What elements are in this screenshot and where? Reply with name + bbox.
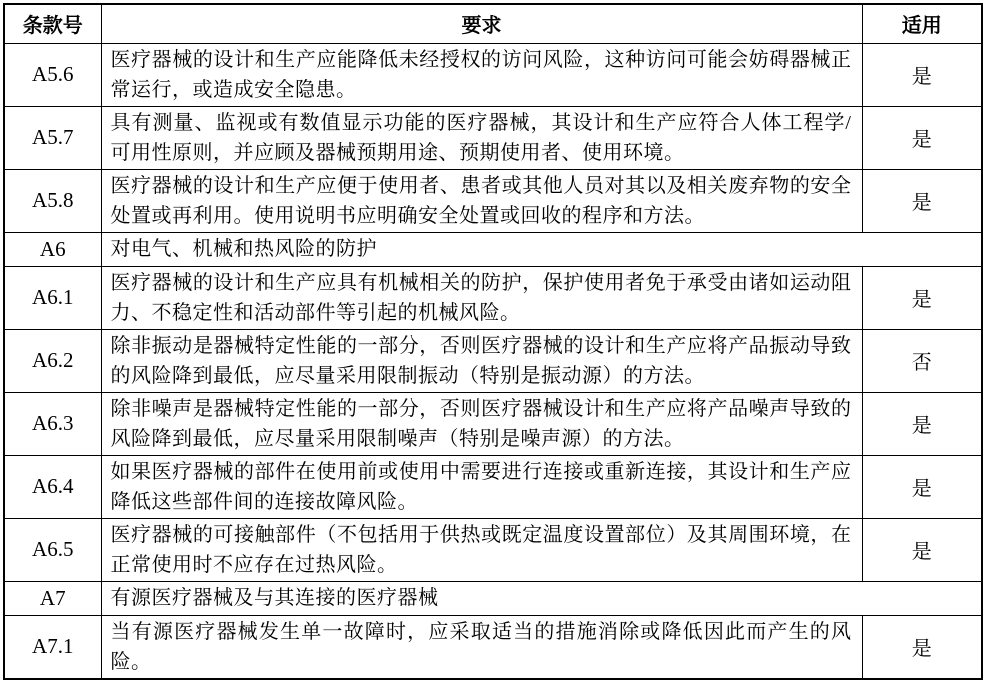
table-row: [4, 518, 982, 581]
clause-number-cell: A6: [4, 232, 101, 266]
clause-number-cell: A6.1: [4, 266, 101, 329]
table-row: [4, 169, 982, 232]
applicable-value-cell: 是: [862, 455, 982, 518]
applicable-value-cell: 是: [862, 392, 982, 455]
applicable-value-cell: 是: [862, 615, 982, 679]
table-row: [4, 329, 982, 392]
table-header-row: [4, 4, 982, 43]
column-header-applicable: 适用: [862, 4, 982, 43]
table-row: [4, 392, 982, 455]
applicable-value-cell: 是: [862, 518, 982, 581]
table-row: [4, 581, 982, 615]
section-title-cell: 有源医疗器械及与其连接的医疗器械: [101, 581, 982, 615]
table-body: [4, 43, 982, 679]
column-header-clause: 条款号: [4, 4, 101, 43]
applicable-value-cell: 是: [862, 106, 982, 169]
requirements-table: [3, 3, 983, 680]
table-row: [4, 232, 982, 266]
requirement-text-cell: 除非噪声是器械特定性能的一部分，否则医疗器械设计和生产应将产品噪声导致的风险降到最低，应尽量采用限制噪声（特别是噪声源）的方法。: [101, 392, 862, 455]
requirement-text-cell: 具有测量、监视或有数值显示功能的医疗器械，其设计和生产应符合人体工程学/可用性原则，并应顾及器械预期用途、预期使用者、使用环境。: [101, 106, 862, 169]
clause-number-cell: A5.6: [4, 43, 101, 106]
clause-number-cell: A6.5: [4, 518, 101, 581]
requirement-text-cell: 医疗器械的设计和生产应具有机械相关的防护，保护使用者免于承受由诸如运动阻力、不稳定性和活动部件等引起的机械风险。: [101, 266, 862, 329]
table-row: [4, 455, 982, 518]
table-row: [4, 43, 982, 106]
applicable-value-cell: 是: [862, 266, 982, 329]
requirement-text-cell: 医疗器械的可接触部件（不包括用于供热或既定温度设置部位）及其周围环境，在正常使用时不应存在过热风险。: [101, 518, 862, 581]
table-row: [4, 106, 982, 169]
requirement-text-cell: 除非振动是器械特定性能的一部分，否则医疗器械的设计和生产应将产品振动导致的风险降到最低，应尽量采用限制振动（特别是振动源）的方法。: [101, 329, 862, 392]
applicable-value-cell: 否: [862, 329, 982, 392]
clause-number-cell: A7: [4, 581, 101, 615]
applicable-value-cell: 是: [862, 169, 982, 232]
section-title-cell: 对电气、机械和热风险的防护: [101, 232, 982, 266]
table-row: [4, 266, 982, 329]
clause-number-cell: A6.3: [4, 392, 101, 455]
requirement-text-cell: 医疗器械的设计和生产应便于使用者、患者或其他人员对其以及相关废弃物的安全处置或再利用。使用说明书应明确安全处置或回收的程序和方法。: [101, 169, 862, 232]
requirement-text-cell: 当有源医疗器械发生单一故障时，应采取适当的措施消除或降低因此而产生的风险。: [101, 615, 862, 679]
applicable-value-cell: 是: [862, 43, 982, 106]
requirement-text-cell: 医疗器械的设计和生产应能降低未经授权的访问风险，这种访问可能会妨碍器械正常运行，或造成安全隐患。: [101, 43, 862, 106]
requirement-text-cell: 如果医疗器械的部件在使用前或使用中需要进行连接或重新连接，其设计和生产应降低这些部件间的连接故障风险。: [101, 455, 862, 518]
clause-number-cell: A7.1: [4, 615, 101, 679]
clause-number-cell: A5.8: [4, 169, 101, 232]
clause-number-cell: A6.2: [4, 329, 101, 392]
clause-number-cell: A6.4: [4, 455, 101, 518]
clause-number-cell: A5.7: [4, 106, 101, 169]
column-header-requirement: 要求: [101, 4, 862, 43]
